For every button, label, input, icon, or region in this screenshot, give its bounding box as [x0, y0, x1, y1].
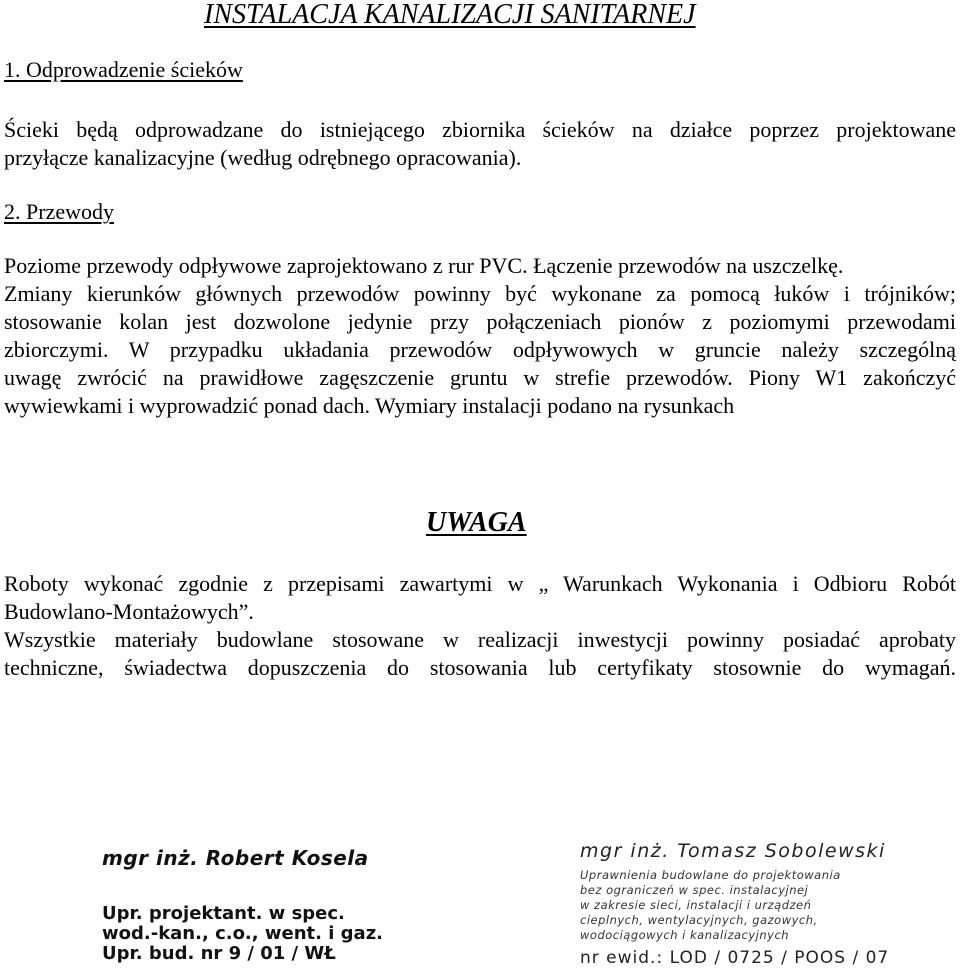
stamp-right [580, 840, 940, 970]
stamp-registration-number: nr ewid.: LOD / 0725 / POOS / 07 [580, 948, 890, 968]
stamp-line: bez ograniczeń w spec. instalacyjnej [580, 883, 809, 897]
paragraph-line: Wszystkie materiały budowlane stosowane w realizacji inwestycji powinny posiadać aprobaty [4, 627, 956, 652]
stamp-line: wodociągowych i kanalizacyjnych [580, 928, 790, 942]
stamp-left [102, 846, 402, 966]
paragraph-line: stosowanie kolan jest dozwolone jedynie przy połączeniach pionów z poziomymi przewodami [4, 309, 956, 334]
paragraph-line: przyłącze kanalizacyjne (według odrębnego opracowania). [4, 145, 522, 170]
stamp-line: w zakresie sieci, instalacji i urządzeń [580, 898, 812, 912]
section-heading-odprowadzenie: 1. Odprowadzenie ścieków [4, 57, 243, 82]
paragraph-line: Zmiany kierunków głównych przewodów powinny być wykonane za pomocą łuków i trójników; [4, 281, 956, 306]
section-heading-przewody: 2. Przewody [4, 199, 114, 224]
stamp-name: mgr inż. Robert Kosela [102, 846, 369, 870]
paragraph-odprowadzenie [4, 116, 956, 172]
paragraph-line: Ścieki będą odprowadzane do istniejącego zbiornika ścieków na działce poprzez projektowane [4, 117, 956, 142]
stamp-line: wod.-kan., c.o., went. i gaz. [102, 923, 384, 944]
paragraph-line: Budowlano-Montażowych”. [4, 599, 254, 624]
stamp-line: cieplnych, wentylacyjnych, gazowych, [580, 913, 818, 927]
paragraph-uwaga [4, 570, 956, 682]
stamp-line: Upr. projektant. w spec. [102, 903, 345, 924]
document-title: INSTALACJA KANALIZACJI SANITARNEJ [204, 0, 696, 30]
paragraph-line: uwagę zwrócić na prawidłowe zagęszczenie gruntu w strefie przewodów. Piony W1 zakończyć [4, 365, 956, 390]
paragraph-przewody [4, 252, 956, 420]
paragraph-line: wywiewkami i wyprowadzić ponad dach. Wymiary instalacji podano na rysunkach [4, 393, 735, 418]
stamp-line: Upr. bud. nr 9 / 01 / WŁ [102, 943, 336, 964]
stamp-line: Uprawnienia budowlane do projektowania [580, 868, 841, 882]
paragraph-line: zbiorczymi. W przypadku układania przewodów odpływowych w gruncie należy szczególną [4, 337, 956, 362]
uwaga-heading: UWAGA [426, 507, 527, 538]
paragraph-line: techniczne, świadectwa dopuszczenia do stosowania lub certyfikaty stosownie do wymagań. [4, 655, 956, 680]
paragraph-line: Poziome przewody odpływowe zaprojektowano z rur PVC. Łączenie przewodów na uszczelkę. [4, 253, 844, 278]
stamp-name: mgr inż. Tomasz Sobolewski [580, 840, 886, 862]
paragraph-line: Roboty wykonać zgodnie z przepisami zawartymi w „ Warunkach Wykonania i Odbioru Robót [4, 571, 956, 596]
